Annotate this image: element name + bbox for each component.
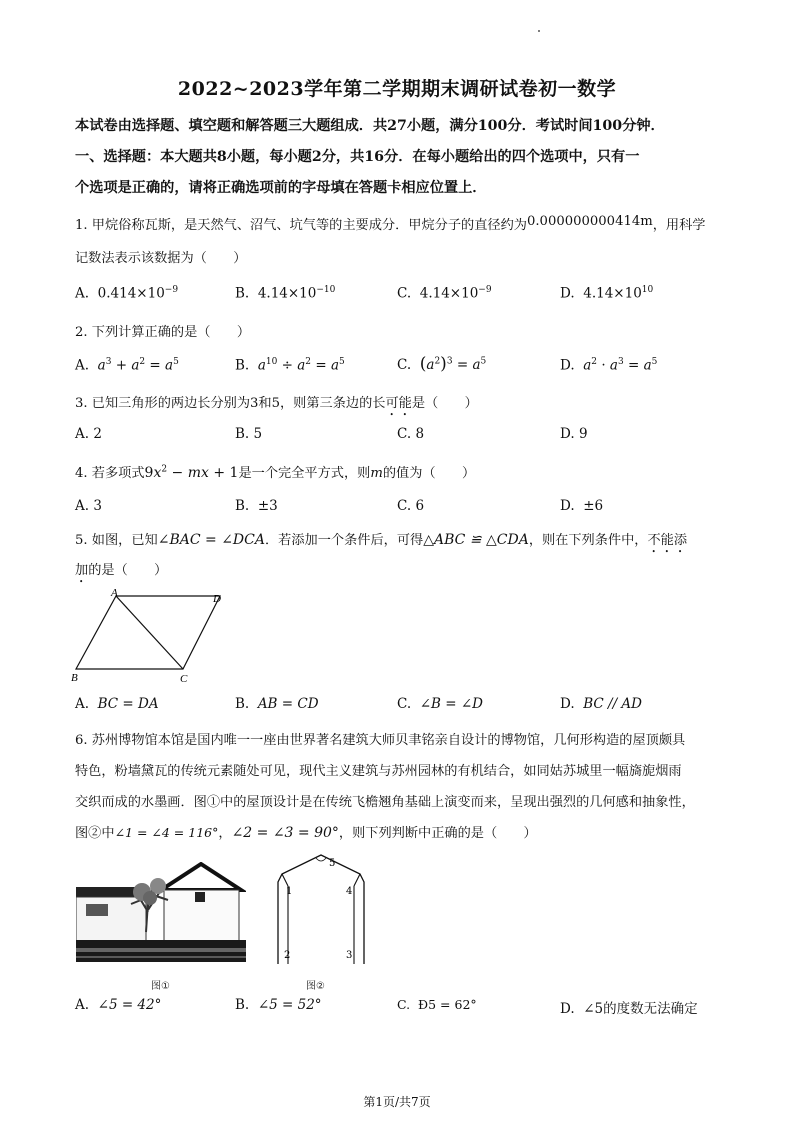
label-b: B [71, 672, 78, 684]
q4-option-c[interactable]: C. 6 [397, 498, 425, 514]
question-6-line1: 6. 苏州博物馆本馆是国内唯一一座由世界著名建筑大师贝聿铭亲自设计的博物馆，几何形构造的屋顶颇具 [75, 733, 686, 748]
q1-number: 0.000000000414m [526, 214, 653, 229]
question-6-line2: 特色，粉墙黛瓦的传统元素随处可见，现代主义建筑与苏州园林的有机结合，如同姑苏城里一幅旖旎烟雨 [75, 764, 682, 779]
diagonal-ac [116, 596, 183, 669]
q1-text-b: ，用科学 [652, 218, 706, 233]
angle-label-2: 2 [284, 950, 291, 961]
q1-option-a[interactable]: A. $0.414\times 10^{-9}$ [75, 285, 179, 302]
angle-label-1: 1 [286, 886, 293, 897]
scan-speck [538, 30, 540, 32]
q3-option-d[interactable]: D. 9 [560, 426, 588, 442]
q3-option-b[interactable]: B. 5 [235, 426, 263, 442]
q5-option-a[interactable]: A. BC = DA [75, 696, 159, 712]
section1-heading-line1: 一、选择题：本大题共8小题，每小题2分，共16分．在每小题给出的四个选项中，只有一 [75, 149, 640, 165]
q5-parallelogram-figure [68, 586, 238, 686]
label-a: A [111, 587, 118, 599]
figure-1-caption: 图① [151, 981, 170, 992]
q4-option-a[interactable]: A. 3 [75, 498, 102, 514]
page-footer: 第1页/共7页 [363, 1095, 431, 1109]
q2-option-a[interactable]: A. $a^3 + a^2 = a^5$ [75, 357, 179, 374]
q6-option-c[interactable]: C. Ð5 = 62° [397, 997, 477, 1012]
question-6-line4: 图②中∠1 = ∠4 = 116°，∠2 = ∠3 = 90°，则下列判断中正确的是（ ） [75, 825, 537, 841]
question-1-stem-line2: 记数法表示该数据为（ ） [75, 251, 247, 266]
q1-text-a: 1. 甲烷俗称瓦斯，是天然气、沼气、坑气等的主要成分．甲烷分子的直径约为 [75, 218, 527, 233]
q5-option-b[interactable]: B. AB = CD [235, 696, 319, 712]
section1-heading-line2: 个选项是正确的，请将正确选项前的字母填在答题卡相应位置上． [75, 180, 487, 196]
q6-option-b[interactable]: B. ∠5 = 52° [235, 997, 322, 1013]
q3-option-a[interactable]: A. 2 [75, 426, 102, 442]
question-1-stem [75, 214, 706, 233]
question-5-stem: 5. 如图，已知∠BAC = ∠DCA．若添加一个条件后，可得△ABC ≌ △CDA，则在下列条件中，不能添 [75, 532, 688, 548]
q6-option-a[interactable]: A. ∠5 = 42° [75, 997, 162, 1013]
roof-outline [278, 855, 364, 964]
q2-option-d[interactable]: D. $a^2 \cdot a^3 = a^5$ [560, 357, 658, 374]
question-5-stem-line2: 加的是（ ） [75, 563, 168, 578]
q1-option-c[interactable]: C. $4.14\times 10^{-9}$ [397, 285, 492, 302]
figure-2-caption: 图② [306, 981, 325, 992]
question-4-stem: 4. 若多项式$9x^2$ − mx + 1是一个完全平方式，则m的值为（ ） [75, 464, 476, 481]
q6-option-d[interactable]: D. ∠5的度数无法确定 [560, 1001, 698, 1017]
q3-option-c[interactable]: C. 8 [397, 426, 425, 442]
angle-label-5: 5 [329, 858, 336, 869]
q1-option-d[interactable]: D. $4.14\times 10^{10}$ [560, 285, 654, 302]
q4-option-d[interactable]: D. ±6 [560, 498, 604, 514]
q4-option-b[interactable]: B. ±3 [235, 498, 278, 514]
q1-option-b[interactable]: B. $4.14\times 10^{-10}$ [235, 285, 336, 302]
angle-label-3: 3 [346, 950, 353, 961]
label-c: C [180, 673, 188, 685]
parallelogram-abcd [76, 596, 220, 669]
figure-2-roof-diagram [266, 852, 376, 992]
question-2-stem: 2. 下列计算正确的是（ ） [75, 325, 251, 340]
q2-option-b[interactable]: B. $a^{10} \div a^2 = a^5$ [235, 357, 345, 374]
exam-intro: 本试卷由选择题、填空题和解答题三大题组成．共27小题，满分100分．考试时间100分钟． [75, 118, 665, 134]
q2-option-c[interactable]: C. $(a^2)^3 = a^5$ [397, 354, 487, 374]
q5-option-c[interactable]: C. ∠B = ∠D [397, 696, 483, 712]
label-d: D [213, 593, 221, 605]
q5-option-d[interactable]: D. BC // AD [560, 696, 642, 712]
question-6-line3: 交织而成的水墨画．图①中的屋顶设计是在传统飞檐翘角基础上演变而来，呈现出强烈的几何感和抽象性， [75, 795, 695, 810]
question-3-stem: 3. 已知三角形的两边长分别为3和5，则第三条边的长可能是（ ） [75, 396, 478, 411]
angle-label-4: 4 [346, 886, 353, 897]
figure-1-building-photo [76, 862, 246, 992]
page-title: 2022~2023学年第二学期期末调研试卷初一数学 [177, 78, 617, 100]
